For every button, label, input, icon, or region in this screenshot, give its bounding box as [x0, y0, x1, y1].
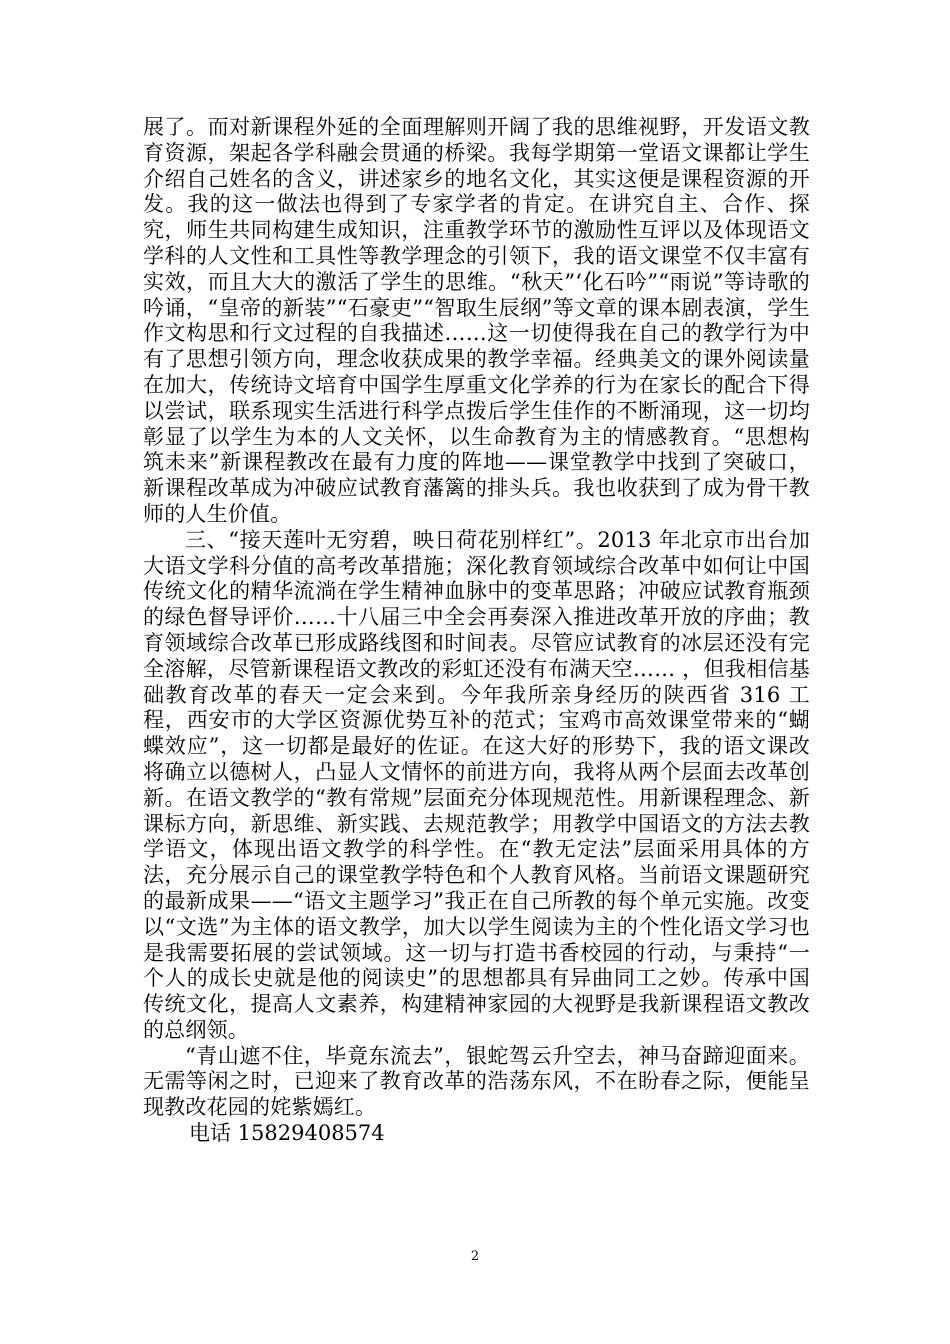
paragraph-continuation: 展了。而对新课程外延的全面理解则开阔了我的思维视野，开发语文教育资源，架起各学科融会贯通的桥梁。我每学期第一堂语文课都让学生介绍自己姓名的含义，讲述家乡的地名文化，其实这便是课程资源的开发。我的这一做法也得到了专家学者的肯定。在讲究自主、合作、探究，师生共同构建生成知识，注重教学环节的激励性互评以及体现语文学科的人文性和工具性等教学理念的引领下，我的语文课堂不仅丰富有实效，而且大大的激活了学生的思维。“秋天”‘化石吟”“雨说”等诗歌的吟诵，“皇帝的新装”“石豪吏”“智取生辰纲”等文章的课本剧表演，学生作文构思和行文过程的自我描述……这一切使得我在自己的教学行为中有了思想引领方向，理念收获成果的教学幸福。经典美文的课外阅读量在加大，传统诗文培育中国学生厚重文化学养的行为在家长的配合下得以尝试，联系现实生活进行科学点拨后学生佳作的不断涌现，这一切均彰显了以学生为本的人文关怀，以生命教育为主的情感教育。“思想构筑未来”新课程教改在最有力度的阵地——课堂教学中找到了突破口，新课程改革成为冲破应试教育藩篱的排头兵。我也收获到了成为骨干教师的人生价值。 [143, 115, 810, 526]
paragraph-closing: “青山遮不住，毕竟东流去”，银蛇驾云升空去，神马奋蹄迎面来。无需等闲之时，已迎来了教育改革的浩荡东风，不在盼春之际，便能呈现教改花园的姹紫嫣红。 [143, 1043, 810, 1120]
document-body [143, 115, 810, 1121]
phone-contact: 电话 15829408574 [189, 1121, 385, 1145]
paragraph-section-three: 三、“接天莲叶无穷碧，映日荷花别样红”。2013 年北京市出台加大语文学科分值的高考改革措施；深化教育领域综合改革中如何让中国传统文化的精华流淌在学生精神血脉中的变革思路；冲破应试教育瓶颈的绿色督导评价……十八届三中全会再奏深入推进改革开放的序曲；教育领域综合改革已形成路线图和时间表。尽管应试教育的冰层还没有完全溶解，尽管新课程语文教改的彩虹还没有布满天空…… ，但我相信基础教育改革的春天一定会来到。今年我所亲身经历的陕西省 316 工程，西安市的大学区资源优势互补的范式；宝鸡市高效课堂带来的“蝴蝶效应”，这一切都是最好的佐证。在这大好的形势下，我的语文课改将确立以德树人，凸显人文情怀的前进方向，我将从两个层面去改革创新。在语文教学的“教有常规”层面充分体现规范性。用新课程理念、新课标方向，新思维、新实践、去规范教学；用教学中国语文的方法去教学语文，体现出语文教学的科学性。在“教无定法”层面采用具体的方法，充分展示自己的课堂教学特色和个人教育风格。当前语文课题研究的最新成果——“语文主题学习”我正在自己所教的每个单元实施。改变以“文选”为主体的语文教学，加大以学生阅读为主的个性化语文学习也是我需要拓展的尝试领域。这一切与打造书香校园的行动，与秉持“一个人的成长史就是他的阅读史”的思想都具有异曲同工之妙。传承中国传统文化，提高人文素养，构建精神家园的大视野是我新课程语文教改的总纲领。 [143, 527, 810, 1042]
page-number: 2 [470, 1249, 480, 1264]
